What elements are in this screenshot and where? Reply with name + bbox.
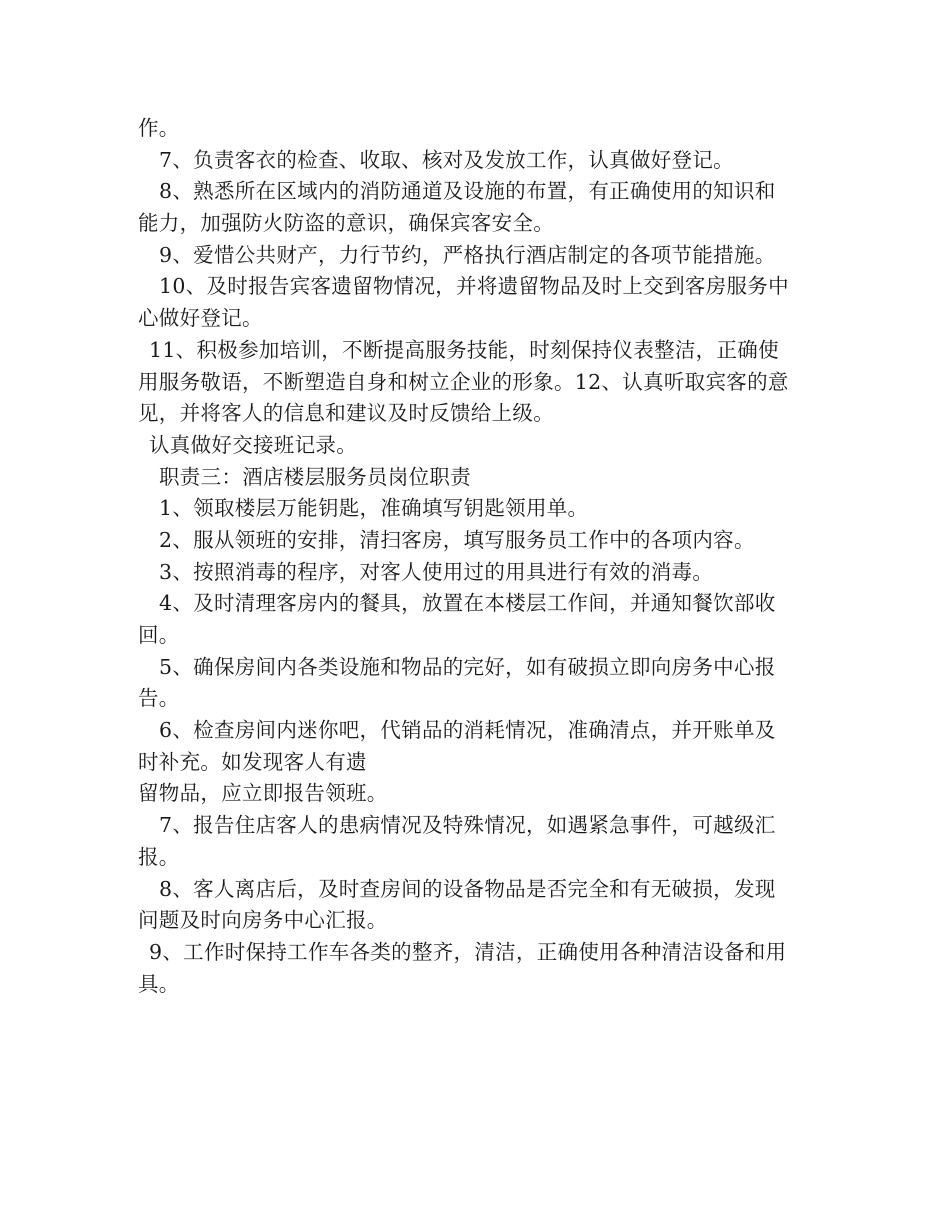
text-line: 9、工作时保持工作车各类的整齐，清洁，正确使用各种清洁设备和用 [149, 939, 787, 964]
text-line: 2、服从领班的安排，清扫客房，填写服务员工作中的各项内容。 [159, 527, 755, 552]
text-line: 具。 [138, 971, 180, 996]
document-body [138, 113, 818, 1000]
text-line: 8、客人离店后，及时查房间的设备物品是否完全和有无破损，发现 [159, 876, 776, 901]
text-line: 4、及时清理客房内的餐具，放置在本楼层工作间，并通知餐饮部收 [159, 591, 776, 616]
text-line: 能力，加强防火防盗的意识，确保宾客安全。 [138, 211, 554, 236]
text-line: 10、及时报告宾客遗留物情况，并将遗留物品及时上交到客房服务中 [159, 274, 789, 299]
text-line: 用服务敬语，不断塑造自身和树立企业的形象。12、认真听取宾客的意 [138, 369, 789, 394]
text-line: 报。 [138, 844, 180, 869]
text-line: 1、领取楼层万能钥匙，准确填写钥匙领用单。 [159, 496, 589, 521]
text-line: 5、确保房间内各类设施和物品的完好，如有破损立即向房务中心报 [159, 654, 776, 679]
text-line: 心做好登记。 [138, 306, 263, 331]
text-line: 回。 [138, 623, 180, 647]
text-line: 时补充。如发现客人有遗 [138, 749, 367, 774]
text-line: 认真做好交接班记录。 [149, 432, 357, 457]
text-line: 8、熟悉所在区域内的消防通道及设施的布置，有正确使用的知识和 [159, 179, 776, 204]
text-line: 留物品，应立即报告领班。 [138, 781, 388, 806]
text-line: 7、负责客衣的检查、收取、核对及发放工作，认真做好登记。 [159, 147, 734, 172]
text-line: 9、爱惜公共财产，力行节约，严格执行酒店制定的各项节能措施。 [159, 242, 776, 267]
text-line: 11、积极参加培训，不断提高服务技能，时刻保持仪表整洁，正确使 [149, 337, 779, 362]
text-line: 作。 [138, 116, 180, 140]
text-line: 6、检查房间内迷你吧，代销品的消耗情况，准确清点，并开账单及 [159, 718, 776, 743]
text-line: 7、报告住店客人的患病情况及特殊情况，如遇紧急事件，可越级汇 [159, 813, 776, 838]
text-line: 问题及时向房务中心汇报。 [138, 908, 388, 933]
text-line: 3、按照消毒的程序，对客人使用过的用具进行有效的消毒。 [159, 559, 714, 584]
section-heading: 职责三：酒店楼层服务员岗位职责 [159, 464, 471, 489]
text-line: 告。 [138, 686, 180, 711]
text-line: 见，并将客人的信息和建议及时反馈给上级。 [138, 401, 554, 426]
